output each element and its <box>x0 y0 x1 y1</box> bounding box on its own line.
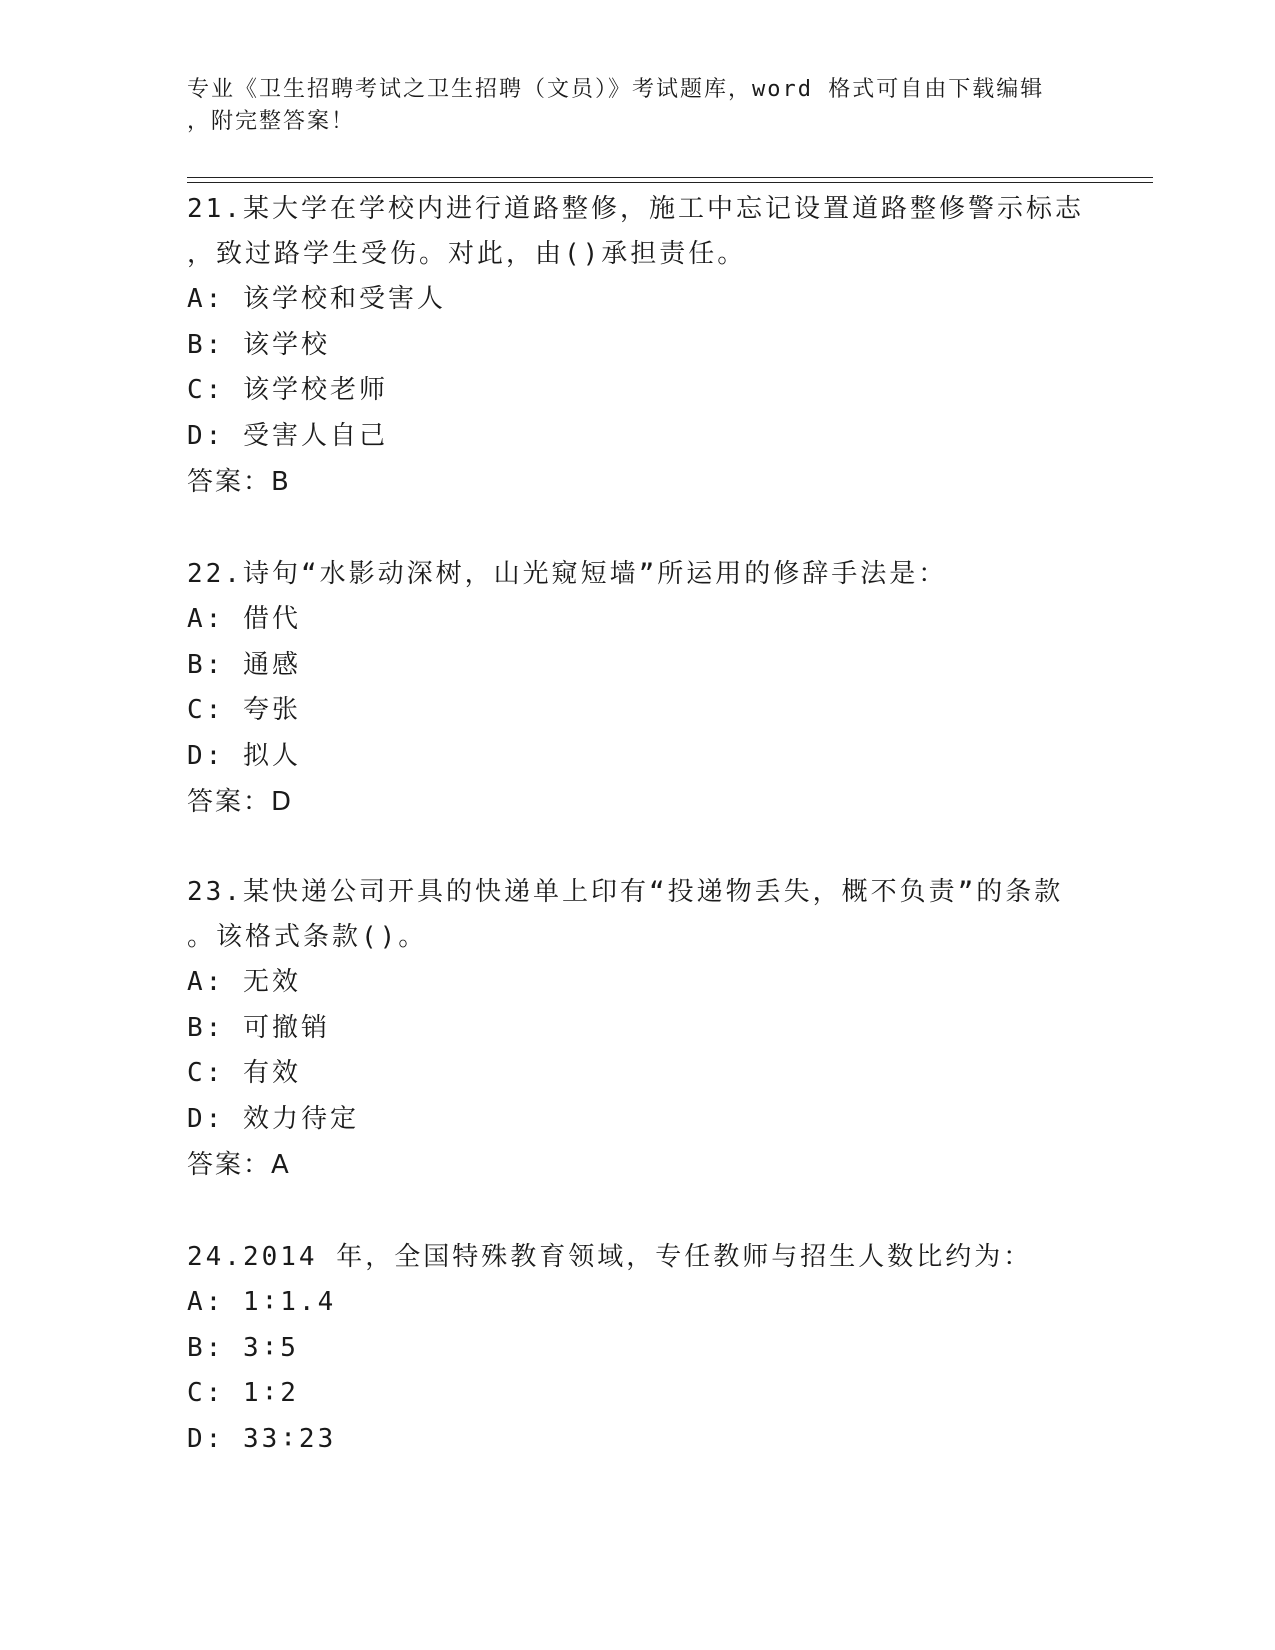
header-divider-bottom <box>187 182 1153 183</box>
question-stem-line-1: 23.某快递公司开具的快递单上印有“投递物丢失，概不负责”的条款 <box>187 877 1064 907</box>
question-24 <box>187 1235 1087 1462</box>
header-line-2: ，附完整答案！ <box>187 109 356 134</box>
header-line-1: 专业《卫生招聘考试之卫生招聘（文员）》考试题库，word 格式可自由下载编辑 <box>187 77 1045 102</box>
option-a: A: 该学校和受害人 <box>187 284 446 314</box>
option-d: D: 33∶23 <box>187 1423 337 1454</box>
answer: 答案：B <box>187 467 291 497</box>
option-a: A: 1∶1.4 <box>187 1287 337 1317</box>
answer: 答案：D <box>187 787 294 817</box>
question-stem <box>187 552 1087 597</box>
option-c: C: 有效 <box>187 1058 301 1088</box>
question-stem-line-2: 。该格式条款()。 <box>187 922 428 952</box>
question-stem-line-2: ，致过路学生受伤。对此，由()承担责任。 <box>187 239 747 269</box>
option-b: B: 3∶5 <box>187 1332 299 1363</box>
option-d: D: 拟人 <box>187 740 301 771</box>
question-stem-line-1: 24.2014 年，全国特殊教育领域，专任教师与招生人数比约为： <box>187 1242 1033 1272</box>
question-stem-line-1: 21.某大学在学校内进行道路整修，施工中忘记设置道路整修警示标志 <box>187 194 1084 224</box>
question-stem <box>187 1235 1087 1280</box>
option-d: D: 受害人自己 <box>187 420 388 451</box>
option-a: A: 无效 <box>187 967 301 997</box>
option-c: C: 夸张 <box>187 695 301 725</box>
document-header <box>187 74 1087 138</box>
question-23 <box>187 870 1087 1188</box>
option-a: A: 借代 <box>187 604 301 634</box>
option-b: B: 该学校 <box>187 329 330 360</box>
option-c: C: 1∶2 <box>187 1378 299 1408</box>
question-stem <box>187 870 1087 960</box>
question-stem <box>187 187 1087 277</box>
option-c: C: 该学校老师 <box>187 375 388 405</box>
option-b: B: 可撤销 <box>187 1012 330 1043</box>
question-stem-line-1: 22.诗句“水影动深树，山光窥短墙”所运用的修辞手法是： <box>187 559 948 589</box>
option-b: B: 通感 <box>187 649 301 680</box>
question-21 <box>187 187 1087 505</box>
header-divider-top <box>187 177 1153 178</box>
question-22 <box>187 552 1087 825</box>
answer: 答案：A <box>187 1150 291 1180</box>
option-d: D: 效力待定 <box>187 1103 359 1134</box>
